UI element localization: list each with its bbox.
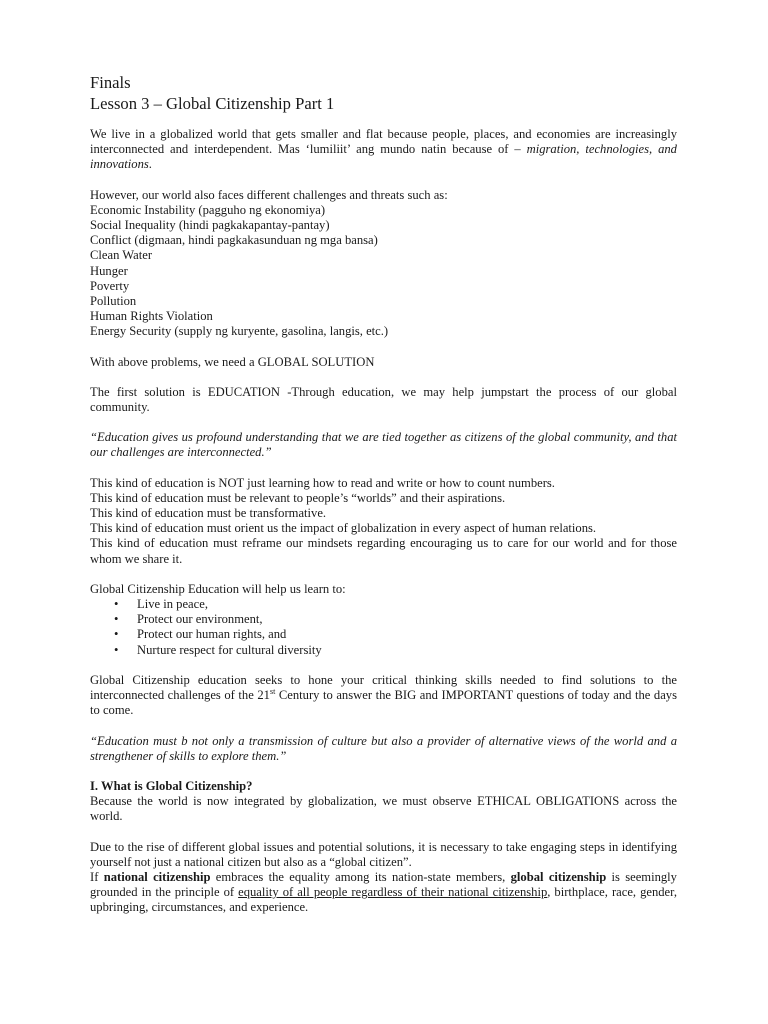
challenge-item: Clean Water (90, 248, 153, 263)
intro-paragraph (90, 127, 677, 173)
education-quote: “Education gives us profound understanding that we are tied together as citizens of the global community, and that our challenges are interconnected.” (90, 430, 677, 460)
text-run: If (90, 869, 104, 884)
finals-label: Finals (90, 73, 131, 92)
lesson-title: Lesson 3 – Global Citizenship Part 1 (90, 94, 335, 113)
gce-lead: Global Citizenship Education will help us learn to: (90, 581, 346, 596)
education-kind-line: This kind of education must be transformative. (90, 506, 327, 521)
bullet-icon: • (114, 597, 119, 612)
text-run: , birthplace, race, gender, upbringing, circumstances, and experience. (90, 885, 677, 915)
education-kind-line: This kind of education must reframe our mindsets regarding encouraging us to care for our world and for those whom we share it. (90, 536, 677, 566)
challenge-item: Poverty (90, 278, 130, 293)
ethical-paragraph: Because the world is now integrated by globalization, we must observe ETHICAL OBLIGATIONS across the world. (90, 794, 677, 824)
challenge-item: Social Inequality (hindi pagkakapantay-pantay) (90, 218, 330, 233)
intro-period: . (148, 157, 152, 172)
bullet-icon: • (114, 612, 119, 627)
bullet-icon: • (114, 642, 119, 657)
culture-quote: “Education must b not only a transmission of culture but also a provider of alternative views of the world and a strengthener of skills to explore them.” (90, 733, 677, 763)
equality-principle-text: equality of all people regardless of their national citizenship (238, 885, 548, 900)
challenge-item: Pollution (90, 294, 137, 309)
ordinal-suffix: st (269, 686, 276, 696)
list-item (114, 612, 677, 627)
hone-text: Global Citizenship education seeks to hone your critical thinking skills needed to find solutions to the interconnected challenges of the 21 (90, 672, 677, 703)
citizenship-paragraph (90, 870, 677, 916)
section-heading: I. What is Global Citizenship? (90, 778, 253, 793)
challenge-item: Economic Instability (pagguho ng ekonomiya) (90, 202, 326, 217)
list-item (114, 597, 677, 612)
intro-italic-text: migration, technologies, and innovations (90, 142, 677, 172)
list-item (114, 627, 677, 642)
bullet-text: Nurture respect for cultural diversity (137, 642, 322, 657)
bullet-icon: • (114, 627, 119, 642)
challenge-item: Hunger (90, 263, 128, 278)
first-solution-paragraph: The first solution is EDUCATION -Through education, we may help jumpstart the process of our global community. (90, 384, 677, 415)
intro-text: We live in a globalized world that gets smaller and flat because people, places, and economies are increasingly interconnected and interdependent. Mas ‘lumiliit’ ang mundo natin because of – (90, 127, 677, 157)
challenges-lead: However, our world also faces different challenges and threats such as: (90, 187, 448, 202)
education-kind-line: This kind of education is NOT just learning how to read and write or how to count numbers. (90, 475, 555, 490)
bullet-text: Protect our environment, (137, 612, 263, 627)
challenge-item: Energy Security (supply ng kuryente, gasolina, langis, etc.) (90, 324, 389, 339)
global-issues-paragraph: Due to the rise of different global issues and potential solutions, it is necessary to take engaging steps in identifying yourself not just a national citizen but also as a “global citizen”. (90, 839, 677, 869)
list-item (114, 642, 677, 658)
hone-paragraph (90, 673, 677, 719)
document-page (90, 72, 677, 916)
gce-bullet-list (90, 597, 677, 658)
text-run: is seemingly grounded in the principle of (90, 869, 677, 900)
global-citizenship-term: global citizenship (510, 869, 607, 884)
global-solution-line: With above problems, we need a GLOBAL SOLUTION (90, 354, 375, 369)
education-kind-line: This kind of education must orient us the impact of globalization in every aspect of human relations. (90, 521, 597, 536)
challenge-item: Human Rights Violation (90, 309, 213, 324)
national-citizenship-term: national citizenship (103, 869, 211, 884)
challenge-item: Conflict (digmaan, hindi pagkakasunduan ng mga bansa) (90, 233, 378, 248)
hone-text-end: Century to answer the BIG and IMPORTANT questions of today and the days to come. (90, 688, 677, 718)
education-kind-line: This kind of education must be relevant to people’s “worlds” and their aspirations. (90, 490, 506, 505)
bullet-text: Live in peace, (137, 597, 208, 612)
challenges-list (90, 203, 677, 340)
education-kind-list (90, 476, 677, 567)
text-run: embraces the equality among its nation-state members, (210, 869, 511, 884)
bullet-text: Protect our human rights, and (137, 627, 287, 642)
